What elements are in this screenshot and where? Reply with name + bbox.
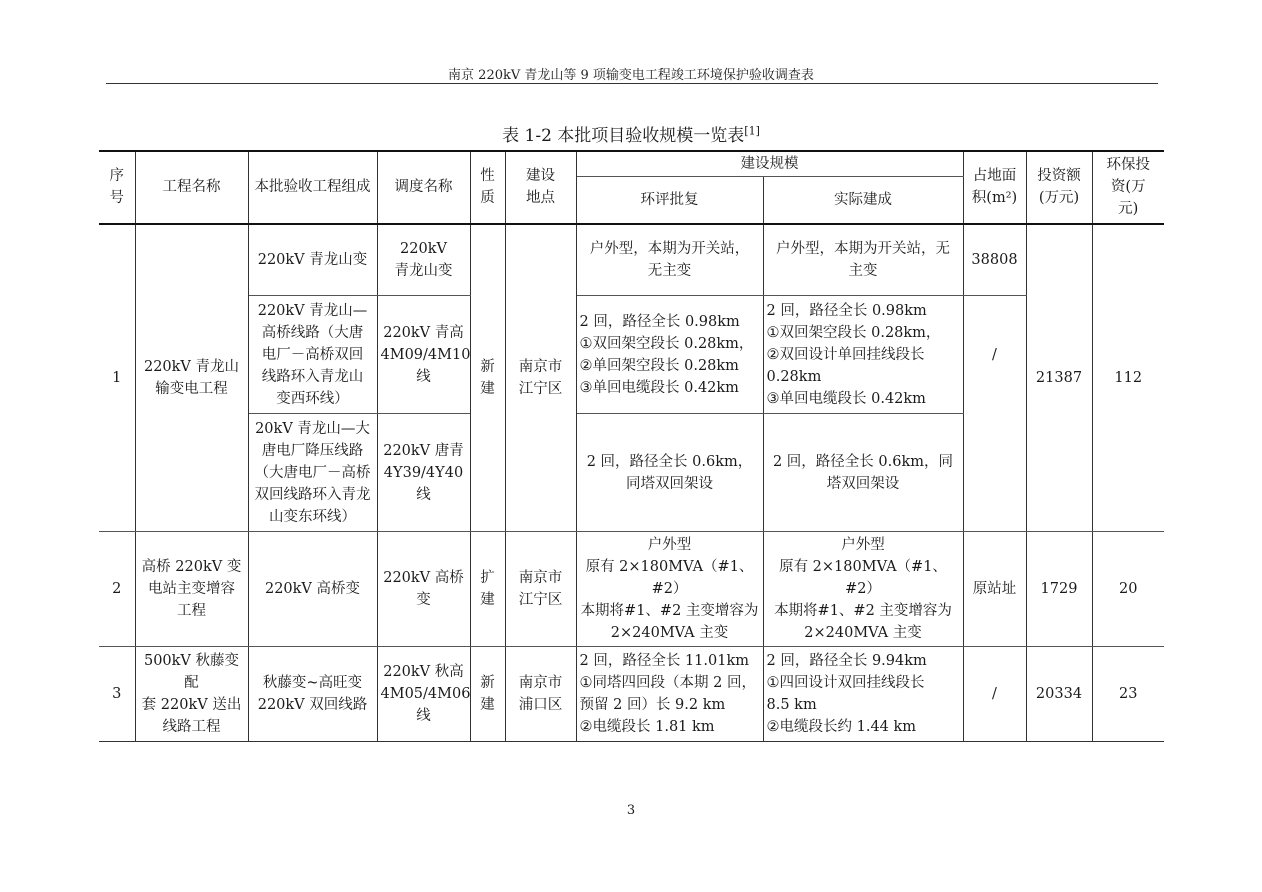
running-header: 南京 220kV 青龙山等 9 项输变电工程竣工环境保护验收调查表 (448, 68, 814, 83)
header-actual-built: 实际建成 (763, 177, 963, 224)
caption-text: 表 1-2 本批项目验收规模一览表 (502, 126, 745, 146)
cell-dispatch-name: 220kV 高桥 变 (377, 532, 470, 647)
header-dispatch-name: 调度名称 (377, 151, 470, 224)
table-row (99, 532, 1164, 647)
cell-nature: 扩 建 (470, 532, 505, 647)
cell-location: 南京市 江宁区 (505, 532, 576, 647)
table-row (99, 296, 1164, 414)
cell-land-area: 38808 (963, 224, 1026, 296)
table-row (99, 647, 1164, 742)
cell-dispatch-name: 220kV 唐青 4Y39/4Y40 线 (377, 414, 470, 532)
cell-env-investment: 23 (1092, 647, 1164, 742)
cell-investment: 1729 (1026, 532, 1092, 647)
cell-actual-built: 户外型 原有 2×180MVA（#1、#2） 本期将#1、#2 主变增容为 2×240MVA 主变 (763, 532, 963, 647)
cell-investment: 21387 (1026, 224, 1092, 532)
cell-location: 南京市 江宁区 (505, 224, 576, 532)
cell-project-name: 高桥 220kV 变 电站主变增容 工程 (135, 532, 248, 647)
cell-env-investment: 20 (1092, 532, 1164, 647)
header-investment: 投资额 (万元) (1026, 151, 1092, 224)
cell-component: 220kV 青龙山变 (248, 224, 377, 296)
cell-no: 2 (99, 532, 135, 647)
cell-component: 秋藤变~高旺变 220kV 双回线路 (248, 647, 377, 742)
cell-eia-approval: 2 回，路径全长 0.6km， 同塔双回架设 (576, 414, 763, 532)
cell-nature: 新 建 (470, 647, 505, 742)
header-location: 建设 地点 (505, 151, 576, 224)
cell-dispatch-name: 220kV 青高 4M09/4M10 线 (377, 296, 470, 414)
cell-dispatch-name: 220kV 青龙山变 (377, 224, 470, 296)
table-caption (0, 121, 1262, 146)
cell-land-area: / (963, 647, 1026, 742)
cell-actual-built: 户外型，本期为开关站，无 主变 (763, 224, 963, 296)
cell-actual-built: 2 回，路径全长 0.6km，同 塔双回架设 (763, 414, 963, 532)
cell-component: 220kV 青龙山— 高桥线路（大唐 电厂－高桥双回 线路环入青龙山 变西环线） (248, 296, 377, 414)
cell-env-investment: 112 (1092, 224, 1164, 532)
header-nature: 性 质 (470, 151, 505, 224)
table-row (99, 224, 1164, 296)
acceptance-scale-table (99, 150, 1164, 742)
header-component: 本批验收工程组成 (248, 151, 377, 224)
header-no: 序 号 (99, 151, 135, 224)
cell-eia-approval: 2 回，路径全长 11.01km ①同塔四回段（本期 2 回， 预留 2 回）长 9.2 km ②电缆段长 1.81 km (576, 647, 763, 742)
cell-no: 1 (99, 224, 135, 532)
cell-eia-approval: 户外型 原有 2×180MVA（#1、#2） 本期将#1、#2 主变增容为 2×240MVA 主变 (576, 532, 763, 647)
cell-investment: 20334 (1026, 647, 1092, 742)
header-project-name: 工程名称 (135, 151, 248, 224)
cell-project-name: 500kV 秋藤变配 套 220kV 送出 线路工程 (135, 647, 248, 742)
cell-no: 3 (99, 647, 135, 742)
caption-footnote-ref: [1] (744, 124, 760, 138)
cell-component: 20kV 青龙山—大 唐电厂降压线路 （大唐电厂－高桥 双回线路环入青龙 山变东环线） (248, 414, 377, 532)
cell-location: 南京市 浦口区 (505, 647, 576, 742)
page-number: 3 (626, 803, 636, 818)
header-eia-approval: 环评批复 (576, 177, 763, 224)
cell-project-name: 220kV 青龙山 输变电工程 (135, 224, 248, 532)
cell-eia-approval: 2 回，路径全长 0.98km ①双回架空段长 0.28km， ②单回架空段长 0.28km ③单回电缆段长 0.42km (576, 296, 763, 414)
header-rule (106, 83, 1158, 84)
cell-eia-approval: 户外型，本期为开关站， 无主变 (576, 224, 763, 296)
header-land-area: 占地面 积(m²) (963, 151, 1026, 224)
cell-dispatch-name: 220kV 秋高 4M05/4M06 线 (377, 647, 470, 742)
cell-actual-built: 2 回，路径全长 0.98km ①双回架空段长 0.28km， ②双回设计单回挂线段长 0.28km ③单回电缆段长 0.42km (763, 296, 963, 414)
cell-actual-built: 2 回，路径全长 9.94km ①四回设计双回挂线段长 8.5 km ②电缆段长约 1.44 km (763, 647, 963, 742)
cell-nature: 新 建 (470, 224, 505, 532)
header-construction-scale: 建设规模 (576, 151, 963, 177)
cell-land-area: 原站址 (963, 532, 1026, 647)
header-env-investment: 环保投 资(万 元) (1092, 151, 1164, 224)
cell-component: 220kV 高桥变 (248, 532, 377, 647)
cell-land-area: / (963, 296, 1026, 532)
